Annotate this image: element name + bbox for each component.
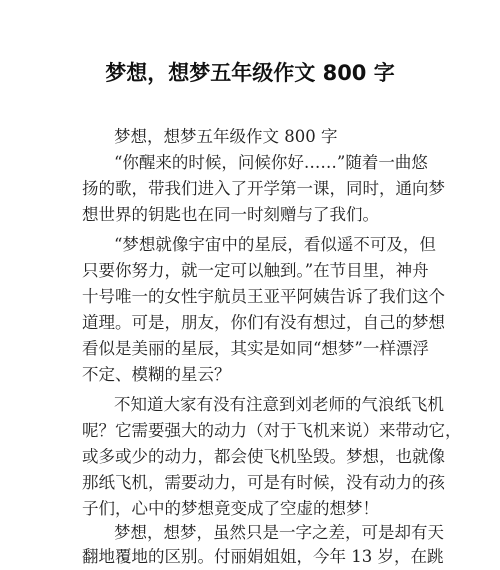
- paragraph-line: 道理。可是，朋友，你们有没有想过，自己的梦想: [82, 313, 445, 332]
- paragraph-line: 看似是美丽的星辰，其实是如同“想梦”一样漂浮: [82, 339, 429, 358]
- paragraph-line: “你醒来的时候，问候你好……”随着一曲悠: [114, 153, 428, 172]
- paragraph-line: 翻地覆地的区别。付丽娟姐姐，今年 13 岁，在跳: [82, 547, 444, 566]
- paragraph-line: 梦想，想梦，虽然只是一字之差，可是却有天: [114, 523, 444, 542]
- paragraph-line: 呢？它需要强大的动力（对于飞机来说）来带动它，: [82, 421, 462, 440]
- document-title: 梦想，想梦五年级作文 800 字: [105, 61, 395, 85]
- paragraph-line: 那纸飞机，需要动力，可是有时候，没有动力的孩: [82, 473, 445, 492]
- paragraph-line: 不知道大家有没有注意到刘老师的气浪纸飞机: [114, 395, 444, 414]
- paragraph-line: 十号唯一的女性宇航员王亚平阿姨告诉了我们这个: [82, 287, 445, 306]
- paragraph-line: 只要你努力，就一定可以触到。”在节目里，神舟: [82, 261, 429, 280]
- paragraph-line: 不定、模糊的星云？: [82, 365, 231, 384]
- paragraph-line: 梦想，想梦五年级作文 800 字: [114, 127, 338, 146]
- paragraph-line: 扬的歌，带我们进入了开学第一课，同时，通向梦: [82, 179, 445, 198]
- paragraph-line: “梦想就像宇宙中的星辰，看似遥不可及，但: [114, 235, 436, 254]
- paragraph-line: 或多或少的动力，都会使飞机坠毁。梦想，也就像: [82, 447, 445, 466]
- paragraph-line: 想世界的钥匙也在同一时刻赠与了我们。: [82, 205, 379, 224]
- paragraph-line: 子们，心中的梦想竟变成了空虚的想梦！: [82, 499, 379, 518]
